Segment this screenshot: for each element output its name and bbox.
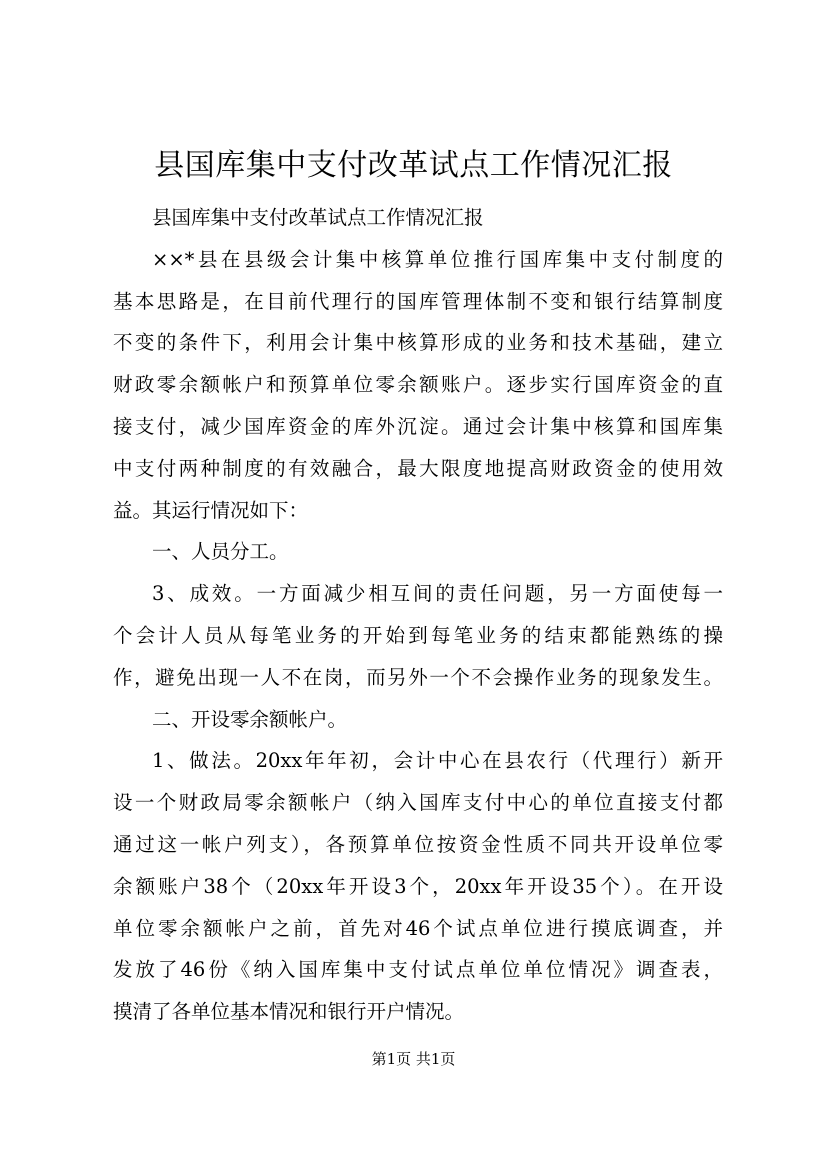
text-line: 中支付两种制度的有效融合，最大限度地提高财政资金的使用效 (113, 456, 723, 480)
text-line: 通过这一帐户列支），各预算单位按资金性质不同共开设单位零 (113, 832, 723, 856)
text-line: 单位零余额帐户之前，首先对46个试点单位进行摸底调查，并 (113, 916, 723, 940)
text-line: 个会计人员从每笔业务的开始到每笔业务的结束都能熟练的操 (113, 623, 723, 647)
text-line: 作，避免出现一人不在岗，而另外一个不会操作业务的现象发生。 (113, 665, 723, 689)
page-footer: 第1页 共1页 (371, 1050, 456, 1068)
text-line: 设一个财政局零余额帐户（纳入国库支付中心的单位直接支付都 (113, 791, 723, 815)
text-line: 1、做法。20xx年年初，会计中心在县农行（代理行）新开 (152, 749, 723, 773)
text-line: 县国库集中支付改革试点工作情况汇报 (152, 206, 484, 229)
text-line: 财政零余额帐户和预算单位零余额账户。逐步实行国库资金的直 (113, 373, 723, 397)
text-line: 基本思路是，在目前代理行的国库管理体制不变和银行结算制度 (113, 289, 723, 313)
text-line: 二、开设零余额帐户。 (152, 707, 348, 731)
document-body (113, 197, 723, 1033)
text-line: 益。其运行情况如下： (113, 498, 309, 522)
text-line: ××*县在县级会计集中核算单位推行国库集中支付制度的 (152, 247, 723, 271)
text-line: 余额账户38个（20xx年开设3个，20xx年开设35个）。在开设 (113, 874, 723, 898)
text-line: 接支付，减少国库资金的库外沉淀。通过会计集中核算和国库集 (113, 414, 723, 438)
text-line: 3、成效。一方面减少相互间的责任问题，另一方面使每一 (152, 582, 723, 606)
text-line: 发放了46份《纳入国库集中支付试点单位单位情况》调查表， (113, 958, 723, 982)
text-line: 摸清了各单位基本情况和银行开户情况。 (113, 1000, 465, 1024)
text-line: 不变的条件下，利用会计集中核算形成的业务和技术基础，建立 (113, 331, 723, 355)
text-line: 一、人员分工。 (152, 540, 289, 564)
document-title: 县国库集中支付改革试点工作情况汇报 (154, 148, 673, 183)
